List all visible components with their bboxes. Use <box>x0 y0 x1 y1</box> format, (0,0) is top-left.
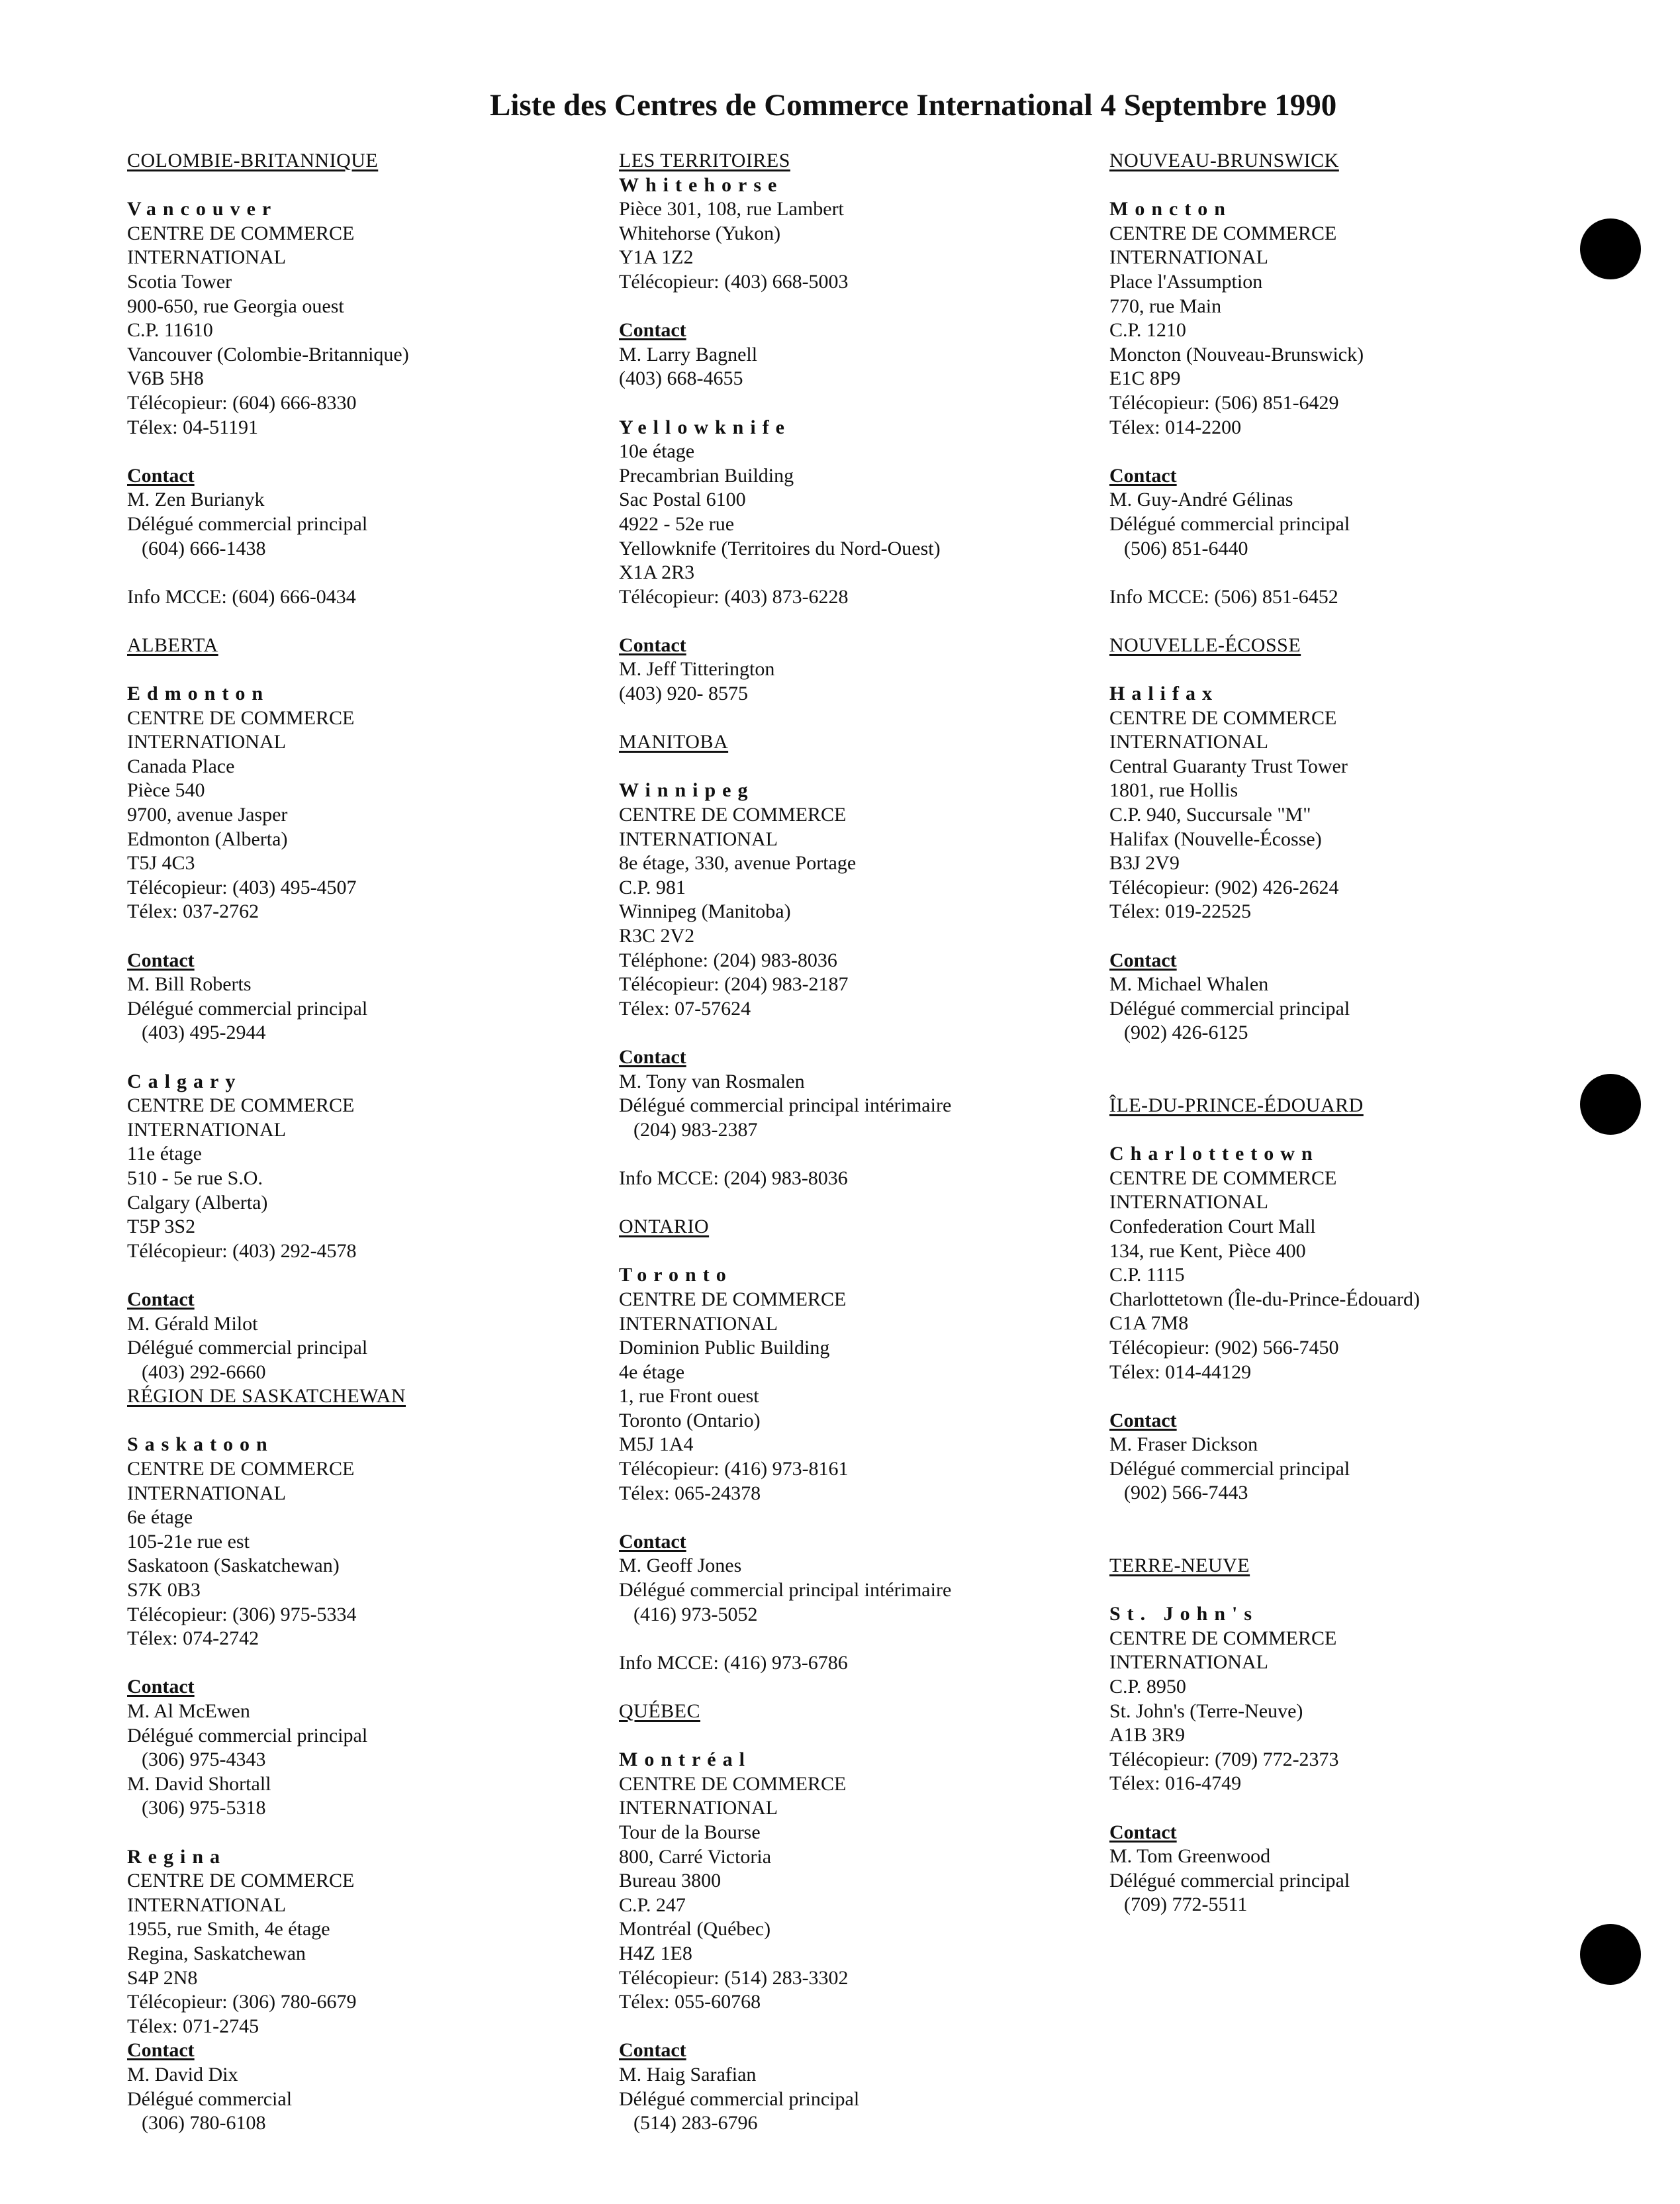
office-line: Y1A 1Z2 <box>619 246 694 269</box>
office-line: Whitehorse (Yukon) <box>619 222 781 244</box>
contact-block <box>619 1045 1096 1142</box>
punch-hole-middle <box>1580 1074 1641 1135</box>
office-line: C.P. 11610 <box>127 319 213 342</box>
info-line: Info MCCE: (416) 973-6786 <box>619 1651 848 1674</box>
contact-heading: Contact <box>1109 464 1177 487</box>
office-line: Calgary (Alberta) <box>127 1191 268 1214</box>
office-line: Télécopieur: (506) 851-6429 <box>1109 391 1339 414</box>
contact-phone: (306) 780-6108 <box>142 2112 266 2134</box>
office-line: S4P 2N8 <box>127 1966 198 1989</box>
office-line: X1A 2R3 <box>619 561 695 584</box>
office-line: INTERNATIONAL <box>127 1482 286 1504</box>
office-line: S7K 0B3 <box>127 1579 201 1602</box>
contact-line: M. Larry Bagnell <box>619 343 758 365</box>
office-line: Pièce 540 <box>127 779 205 802</box>
office-line: T5J 4C3 <box>127 852 195 875</box>
contact-block <box>127 1288 590 1384</box>
office-block <box>619 1748 1096 2015</box>
office-line: Yellowknife (Territoires du Nord-Ouest) <box>619 537 941 559</box>
contact-line: Délégué commercial principal <box>1109 1457 1350 1480</box>
office-city: Saskatoon <box>127 1433 274 1456</box>
office-line: Place l'Assumption <box>1109 270 1263 293</box>
region-heading: LES TERRITOIRES <box>619 150 790 171</box>
office-city: Toronto <box>619 1264 733 1286</box>
contact-line: Délégué commercial principal <box>127 997 368 1020</box>
contact-block <box>1109 464 1520 561</box>
office-line: Télex: 071-2745 <box>127 2015 259 2037</box>
office-line: Pièce 301, 108, rue Lambert <box>619 198 844 220</box>
contact-line: Délégué commercial principal <box>1109 997 1350 1020</box>
office-line: Télécopieur: (306) 975-5334 <box>127 1603 357 1625</box>
office-line: Canada Place <box>127 755 235 777</box>
office-line: Charlottetown (Île-du-Prince-Édouard) <box>1109 1288 1420 1310</box>
contact-block <box>127 2038 590 2135</box>
office-line: Télex: 07-57624 <box>619 997 751 1020</box>
office-line: Télex: 037-2762 <box>127 900 259 923</box>
office-line: INTERNATIONAL <box>619 828 778 850</box>
contact-line: M. Al McEwen <box>127 1700 250 1722</box>
office-line: Dominion Public Building <box>619 1337 830 1359</box>
office-line: Bureau 3800 <box>619 1870 722 1892</box>
office-city: Regina <box>127 1845 226 1868</box>
office-line: INTERNATIONAL <box>127 1893 286 1916</box>
office-line: Télex: 014-44129 <box>1109 1361 1252 1383</box>
office-line: St. John's (Terre-Neuve) <box>1109 1700 1303 1722</box>
office-line: CENTRE DE COMMERCE <box>619 804 847 826</box>
info-line: Info MCCE: (204) 983-8036 <box>619 1167 848 1189</box>
office-line: INTERNATIONAL <box>1109 246 1268 269</box>
office-line: 1955, rue Smith, 4e étage <box>127 1918 330 1940</box>
office-line: CENTRE DE COMMERCE <box>127 222 355 244</box>
contact-heading: Contact <box>1109 1821 1177 1843</box>
office-city: Edmonton <box>127 683 270 705</box>
office-line: 134, rue Kent, Pièce 400 <box>1109 1239 1306 1262</box>
office-line: INTERNATIONAL <box>619 1312 778 1335</box>
contact-line: Délégué commercial <box>127 2087 293 2110</box>
office-line: C1A 7M8 <box>1109 1312 1189 1335</box>
contact-line: M. Haig Sarafian <box>619 2063 757 2085</box>
office-line: T5P 3S2 <box>127 1216 196 1238</box>
office-line: 11e étage <box>127 1143 202 1165</box>
office-line: 4e étage <box>619 1361 685 1383</box>
office-line: Télex: 016-4749 <box>1109 1772 1242 1795</box>
region-heading: NOUVEAU-BRUNSWICK <box>1109 150 1339 171</box>
office-line: Télécopieur: (306) 780-6679 <box>127 1991 357 2013</box>
punch-hole-top <box>1580 218 1641 279</box>
office-block <box>127 1433 590 1651</box>
office-line: Télécopieur: (403) 873-6228 <box>619 585 849 608</box>
info-line: Info MCCE: (604) 666-0434 <box>127 585 356 608</box>
page-title: Liste des Centres de Commerce International 4 Septembre 1990 <box>490 88 1337 122</box>
contact-heading: Contact <box>127 1288 195 1310</box>
region-heading: MANITOBA <box>619 731 729 753</box>
contact-line: Délégué commercial principal <box>127 512 368 535</box>
contact-line: Délégué commercial principal <box>619 2087 860 2110</box>
office-city: Halifax <box>1109 683 1219 705</box>
office-line: Télécopieur: (902) 566-7450 <box>1109 1336 1339 1359</box>
office-line: INTERNATIONAL <box>1109 1651 1268 1674</box>
contact-phone: (902) 426-6125 <box>1124 1022 1248 1044</box>
office-line: Télécopieur: (709) 772-2373 <box>1109 1748 1339 1770</box>
contact-line: Délégué commercial principal intérimaire <box>619 1094 952 1117</box>
office-city: Montréal <box>619 1749 751 1771</box>
office-line: B3J 2V9 <box>1109 852 1180 875</box>
office-line: INTERNATIONAL <box>127 1118 286 1141</box>
contact-line: (403) 920- 8575 <box>619 683 748 705</box>
office-line: CENTRE DE COMMERCE <box>1109 1627 1337 1649</box>
office-line: R3C 2V2 <box>619 925 695 947</box>
punch-hole-bottom <box>1580 1924 1641 1985</box>
column-left <box>127 149 590 2160</box>
contact-heading: Contact <box>127 1676 195 1698</box>
office-block <box>1109 197 1520 440</box>
region-heading: ALBERTA <box>127 634 218 656</box>
region-heading: RÉGION DE SASKATCHEWAN <box>127 1385 406 1408</box>
office-line: Télex: 074-2742 <box>127 1627 259 1650</box>
contact-block <box>1109 1821 1520 1917</box>
office-line: CENTRE DE COMMERCE <box>127 1094 355 1117</box>
office-line: 6e étage <box>127 1506 193 1529</box>
contact-line: Délégué commercial principal <box>127 1337 368 1359</box>
contact-block <box>619 634 1096 706</box>
contact-block <box>619 318 1096 391</box>
office-line: CENTRE DE COMMERCE <box>619 1772 847 1795</box>
office-line: A1B 3R9 <box>1109 1724 1186 1747</box>
office-line: 8e étage, 330, avenue Portage <box>619 852 857 875</box>
office-line: INTERNATIONAL <box>1109 1191 1268 1214</box>
office-line: 1, rue Front ouest <box>619 1385 759 1408</box>
office-line: Confederation Court Mall <box>1109 1215 1316 1237</box>
contact-heading: Contact <box>127 2039 195 2062</box>
contact-block <box>127 464 590 561</box>
office-line: C.P. 1210 <box>1109 319 1186 342</box>
contact-line: Délégué commercial principal <box>1109 1869 1350 1892</box>
contact-block <box>619 1530 1096 1627</box>
office-line: Télex: 04-51191 <box>127 416 259 438</box>
office-line: 1801, rue Hollis <box>1109 779 1238 802</box>
office-block <box>127 197 590 440</box>
office-block <box>619 779 1096 1021</box>
region-heading: ÎLE-DU-PRINCE-ÉDOUARD <box>1109 1094 1364 1116</box>
office-line: Montréal (Québec) <box>619 1918 771 1940</box>
contact-block <box>127 1675 590 1821</box>
region-heading: TERRE-NEUVE <box>1109 1555 1250 1577</box>
office-city: Charlottetown <box>1109 1143 1319 1165</box>
office-line: 510 - 5e rue S.O. <box>127 1167 263 1189</box>
contact-heading: Contact <box>619 319 686 342</box>
office-line: Sac Postal 6100 <box>619 489 746 511</box>
office-block <box>1109 682 1520 924</box>
office-line: Moncton (Nouveau-Brunswick) <box>1109 343 1364 365</box>
contact-line: (403) 668-4655 <box>619 367 743 390</box>
office-line: Télécopieur: (403) 668-5003 <box>619 270 849 293</box>
office-line: Tour de la Bourse <box>619 1821 761 1843</box>
office-block <box>127 682 590 924</box>
office-line: 4922 - 52e rue <box>619 512 735 535</box>
office-city: Vancouver <box>127 198 278 220</box>
contact-line: M. Bill Roberts <box>127 973 252 996</box>
office-line: Winnipeg (Manitoba) <box>619 900 791 923</box>
office-line: Saskatoon (Saskatchewan) <box>127 1555 340 1577</box>
contact-heading: Contact <box>127 464 195 487</box>
office-line: Télécopieur: (416) 973-8161 <box>619 1458 849 1480</box>
office-line: 10e étage <box>619 440 695 463</box>
office-block <box>127 1070 590 1264</box>
column-middle <box>619 149 1096 2160</box>
office-line: V6B 5H8 <box>127 367 204 390</box>
office-line: CENTRE DE COMMERCE <box>1109 1167 1337 1189</box>
office-block <box>619 173 1096 295</box>
office-line: 800, Carré Victoria <box>619 1845 772 1868</box>
office-line: Télécopieur: (604) 666-8330 <box>127 391 357 414</box>
contact-block <box>1109 949 1520 1045</box>
office-line: Vancouver (Colombie-Britannique) <box>127 343 409 365</box>
contact-heading: Contact <box>1109 1409 1177 1431</box>
office-line: Télécopieur: (403) 292-4578 <box>127 1239 357 1262</box>
contact-line: M. Gérald Milot <box>127 1312 258 1335</box>
office-block <box>1109 1142 1520 1384</box>
office-block <box>127 1845 590 2039</box>
office-line: INTERNATIONAL <box>1109 731 1268 753</box>
contact-line: M. David Dix <box>127 2063 238 2085</box>
contact-heading: Contact <box>619 1045 686 1068</box>
contact-phone: (604) 666-1438 <box>142 537 266 559</box>
office-line: C.P. 1115 <box>1109 1264 1185 1286</box>
office-line: 9700, avenue Jasper <box>127 804 288 826</box>
office-city: Yellowknife <box>619 416 791 438</box>
office-line: Edmonton (Alberta) <box>127 828 288 850</box>
office-line: INTERNATIONAL <box>127 731 286 753</box>
office-city: Calgary <box>127 1070 242 1092</box>
contact-block <box>1109 1409 1520 1506</box>
office-line: Télécopieur: (514) 283-3302 <box>619 1966 849 1989</box>
contact-line: M. Guy-André Gélinas <box>1109 489 1293 511</box>
contact-line: M. Zen Burianyk <box>127 489 265 511</box>
contact-line: Délégué commercial principal <box>1109 512 1350 535</box>
office-line: Télex: 014-2200 <box>1109 416 1242 438</box>
contact-phone: (514) 283-6796 <box>633 2112 758 2134</box>
office-line: CENTRE DE COMMERCE <box>127 1458 355 1480</box>
office-line: CENTRE DE COMMERCE <box>1109 706 1337 729</box>
column-right <box>1109 149 1520 1942</box>
contact-phone: (506) 851-6440 <box>1124 537 1248 559</box>
contact-phone: (709) 772-5511 <box>1124 1893 1248 1916</box>
office-block <box>619 416 1096 610</box>
office-line: Regina, Saskatchewan <box>127 1942 306 1964</box>
contact-line: M. Michael Whalen <box>1109 973 1269 996</box>
office-line: Scotia Tower <box>127 270 232 293</box>
info-line: Info MCCE: (506) 851-6452 <box>1109 585 1338 608</box>
region-heading: ONTARIO <box>619 1216 710 1238</box>
office-block <box>619 1263 1096 1506</box>
office-line: Télex: 055-60768 <box>619 1991 761 2013</box>
office-line: Télex: 065-24378 <box>619 1482 761 1504</box>
contact-phone: (416) 973-5052 <box>633 1603 758 1625</box>
office-line: CENTRE DE COMMERCE <box>127 1870 355 1892</box>
office-line: 770, rue Main <box>1109 295 1222 317</box>
office-block <box>1109 1602 1520 1796</box>
office-line: Télécopieur: (403) 495-4507 <box>127 876 357 898</box>
office-line: C.P. 8950 <box>1109 1676 1186 1698</box>
office-line: E1C 8P9 <box>1109 367 1181 390</box>
office-line: INTERNATIONAL <box>619 1797 778 1819</box>
contact-line: Délégué commercial principal intérimaire <box>619 1579 952 1602</box>
contact-block <box>619 2038 1096 2135</box>
contact-line: M. Tony van Rosmalen <box>619 1070 805 1092</box>
contact-line: M. Tom Greenwood <box>1109 1845 1271 1868</box>
office-line: C.P. 247 <box>619 1893 686 1916</box>
contact-heading: Contact <box>619 1530 686 1553</box>
region-heading: COLOMBIE-BRITANNIQUE <box>127 150 379 171</box>
office-city: Whitehorse <box>619 173 784 196</box>
contact-line: M. David Shortall <box>127 1772 271 1795</box>
contact-phone: (306) 975-4343 <box>142 1749 266 1771</box>
office-line: H4Z 1E8 <box>619 1942 692 1964</box>
office-line: CENTRE DE COMMERCE <box>619 1288 847 1310</box>
office-line: Télécopieur: (902) 426-2624 <box>1109 876 1339 898</box>
office-line: CENTRE DE COMMERCE <box>127 706 355 729</box>
contact-phone: (902) 566-7443 <box>1124 1482 1248 1504</box>
contact-line: M. Geoff Jones <box>619 1555 742 1577</box>
office-city: Winnipeg <box>619 779 755 802</box>
office-line: Toronto (Ontario) <box>619 1409 761 1431</box>
office-line: Téléphone: (204) 983-8036 <box>619 949 837 971</box>
contact-heading: Contact <box>619 634 686 656</box>
contact-phone: (403) 495-2944 <box>142 1022 266 1044</box>
office-line: Télex: 019-22525 <box>1109 900 1252 923</box>
office-city: St. John's <box>1109 1603 1259 1625</box>
office-line: Télécopieur: (204) 983-2187 <box>619 973 849 996</box>
contact-phone: (403) 292-6660 <box>142 1361 266 1383</box>
office-line: CENTRE DE COMMERCE <box>1109 222 1337 244</box>
contact-block <box>127 949 590 1045</box>
contact-line: M. Jeff Titterington <box>619 658 775 681</box>
office-line: Central Guaranty Trust Tower <box>1109 755 1348 777</box>
contact-heading: Contact <box>1109 949 1177 971</box>
office-line: Halifax (Nouvelle-Écosse) <box>1109 828 1322 850</box>
contact-heading: Contact <box>619 2039 686 2062</box>
office-line: 105-21e rue est <box>127 1530 250 1553</box>
region-heading: NOUVELLE-ÉCOSSE <box>1109 634 1301 656</box>
office-line: Precambrian Building <box>619 464 794 487</box>
office-line: 900-650, rue Georgia ouest <box>127 295 344 317</box>
office-line: M5J 1A4 <box>619 1433 694 1456</box>
office-city: Moncton <box>1109 198 1232 220</box>
contact-heading: Contact <box>127 949 195 971</box>
office-line: INTERNATIONAL <box>127 246 286 269</box>
contact-phone: (306) 975-5318 <box>142 1797 266 1819</box>
contact-phone: (204) 983-2387 <box>633 1118 758 1141</box>
region-heading: QUÉBEC <box>619 1700 700 1722</box>
office-line: C.P. 940, Succursale "M" <box>1109 804 1311 826</box>
contact-line: Délégué commercial principal <box>127 1724 368 1747</box>
contact-line: M. Fraser Dickson <box>1109 1433 1258 1456</box>
office-line: C.P. 981 <box>619 876 686 898</box>
